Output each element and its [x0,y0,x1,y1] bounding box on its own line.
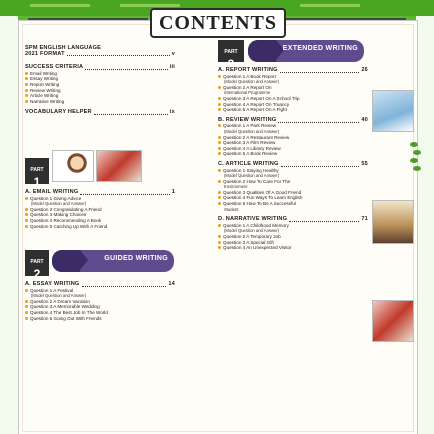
list-item: Question 4 Fun Ways To Learn English [218,195,368,201]
list-item: Review Writing [25,88,175,94]
review-illustration [372,90,414,132]
list-item: Question 1 A Park Review [218,123,368,129]
list-item: Question 1 A Festival [25,288,175,294]
list-item-sub: (Model Question and Answer) [224,128,280,134]
essay-section [25,282,175,321]
list-item: Question 4 A Report On Truancy [218,102,368,108]
list-item-sub: (Model Question and Answer) [224,228,280,234]
list-item: Question 1 A Book Report [218,74,368,80]
guided-writing-banner: GUIDED WRITING [52,250,174,272]
list-item: Question 3 A Memorable Wedding [25,304,175,310]
list-item-sub: (Model Question and Answer) [224,173,280,179]
list-item: Question 5 Catching Up With A Friend [25,224,175,230]
list-item: Question 2 A Restaurant Review [218,135,368,141]
narrative-illustration [372,300,414,342]
list-item-sub: Environment [224,184,248,190]
list-item: Question 3 Making Choices [25,212,175,218]
list-item: Essay Writing [25,76,175,82]
page-title: CONTENTS [158,12,278,34]
review-writing-title: B. REVIEW WRITING 40 [218,116,368,123]
title-badge [150,8,286,38]
list-item: Question 3 A Special Gift [218,240,368,246]
essay-writing-title: A. ESSAY WRITING 14 [25,281,175,287]
list-item-sub: (Model Question and Answer) [31,293,87,299]
list-item: Question 5 A Report On A Fight [218,107,368,113]
list-item: Question 2 A Dream Vacation [25,299,175,305]
header-line-1: SPM ENGLISH LANGUAGE [25,45,102,51]
list-item: Article Writing [25,93,175,99]
vocabulary-helper-title: VOCABULARY HELPER ix [25,109,175,116]
list-item: Question 5 How To Be A Successful [218,201,368,207]
list-item: Question 1 Staying Healthy [218,168,368,174]
report-writing-title: A. REPORT WRITING 26 [218,67,368,73]
list-item: Question 4 The Best Job In The World [25,310,175,316]
list-item: Report Writing [25,82,175,88]
list-item: Question 1 A Childhood Memory [218,223,368,229]
part-3-badge: PART 3 [218,40,244,62]
left-margin-stripe [0,0,18,434]
list-item: Question 3 Qualities Of A Good Friend [218,190,368,196]
list-item-sub: (Model Question and Answer) [31,201,87,207]
title-rule-right [284,18,406,20]
part-1-badge: PART 1 [25,158,49,184]
success-criteria-list [25,71,175,105]
list-item-sub: International Programme [224,90,271,96]
student-photo [52,150,94,182]
plant-decoration [410,140,422,180]
header-line-2: 2021 FORMAT v [25,50,175,57]
part-2-badge: PART 2 [25,250,49,276]
list-item: Narrative Writing [25,99,175,105]
list-item: Question 3 A Film Review [218,140,368,146]
list-item: Question 2 A Temporary Job [218,234,368,240]
title-rule-left [28,18,148,20]
list-item: Question 2 How To Care For The [218,179,368,185]
list-item: Question 2 A Report On [218,85,368,91]
list-item-sub: (Model Question and Answer) [224,79,280,85]
email-section [25,190,175,229]
narrative-writing-title: D. NARRATIVE WRITING 71 [218,216,368,223]
list-item-sub: Student [224,206,239,212]
email-writing-title: A. EMAIL WRITING 1 [25,189,175,195]
article-writing-title: C. ARTICLE WRITING 55 [218,160,368,167]
success-criteria-title: SUCCESS CRITERIA iii [25,64,175,71]
list-item: Question 4 A Library Review [218,146,368,152]
list-item: Question 4 An Unexpected Visitor [218,245,368,251]
extended-writing-banner: EXTENDED WRITING [248,40,364,62]
list-item: Question 5 Going Out With Friends [25,316,175,322]
list-item: Email Writing [25,71,175,77]
list-item: Question 3 A Report On A School Trip [218,96,368,102]
email-illustration [96,150,142,182]
article-illustration [372,200,414,244]
right-column [218,68,368,251]
left-column [25,46,175,116]
list-item: Question 1 Giving Advice [25,196,175,202]
list-item: Question 4 Recommending A Book [25,218,175,224]
list-item: Question 5 A Book Review [218,151,368,157]
right-margin-stripe [416,0,434,434]
list-item: Question 2 Congratulating A Friend [25,207,175,213]
